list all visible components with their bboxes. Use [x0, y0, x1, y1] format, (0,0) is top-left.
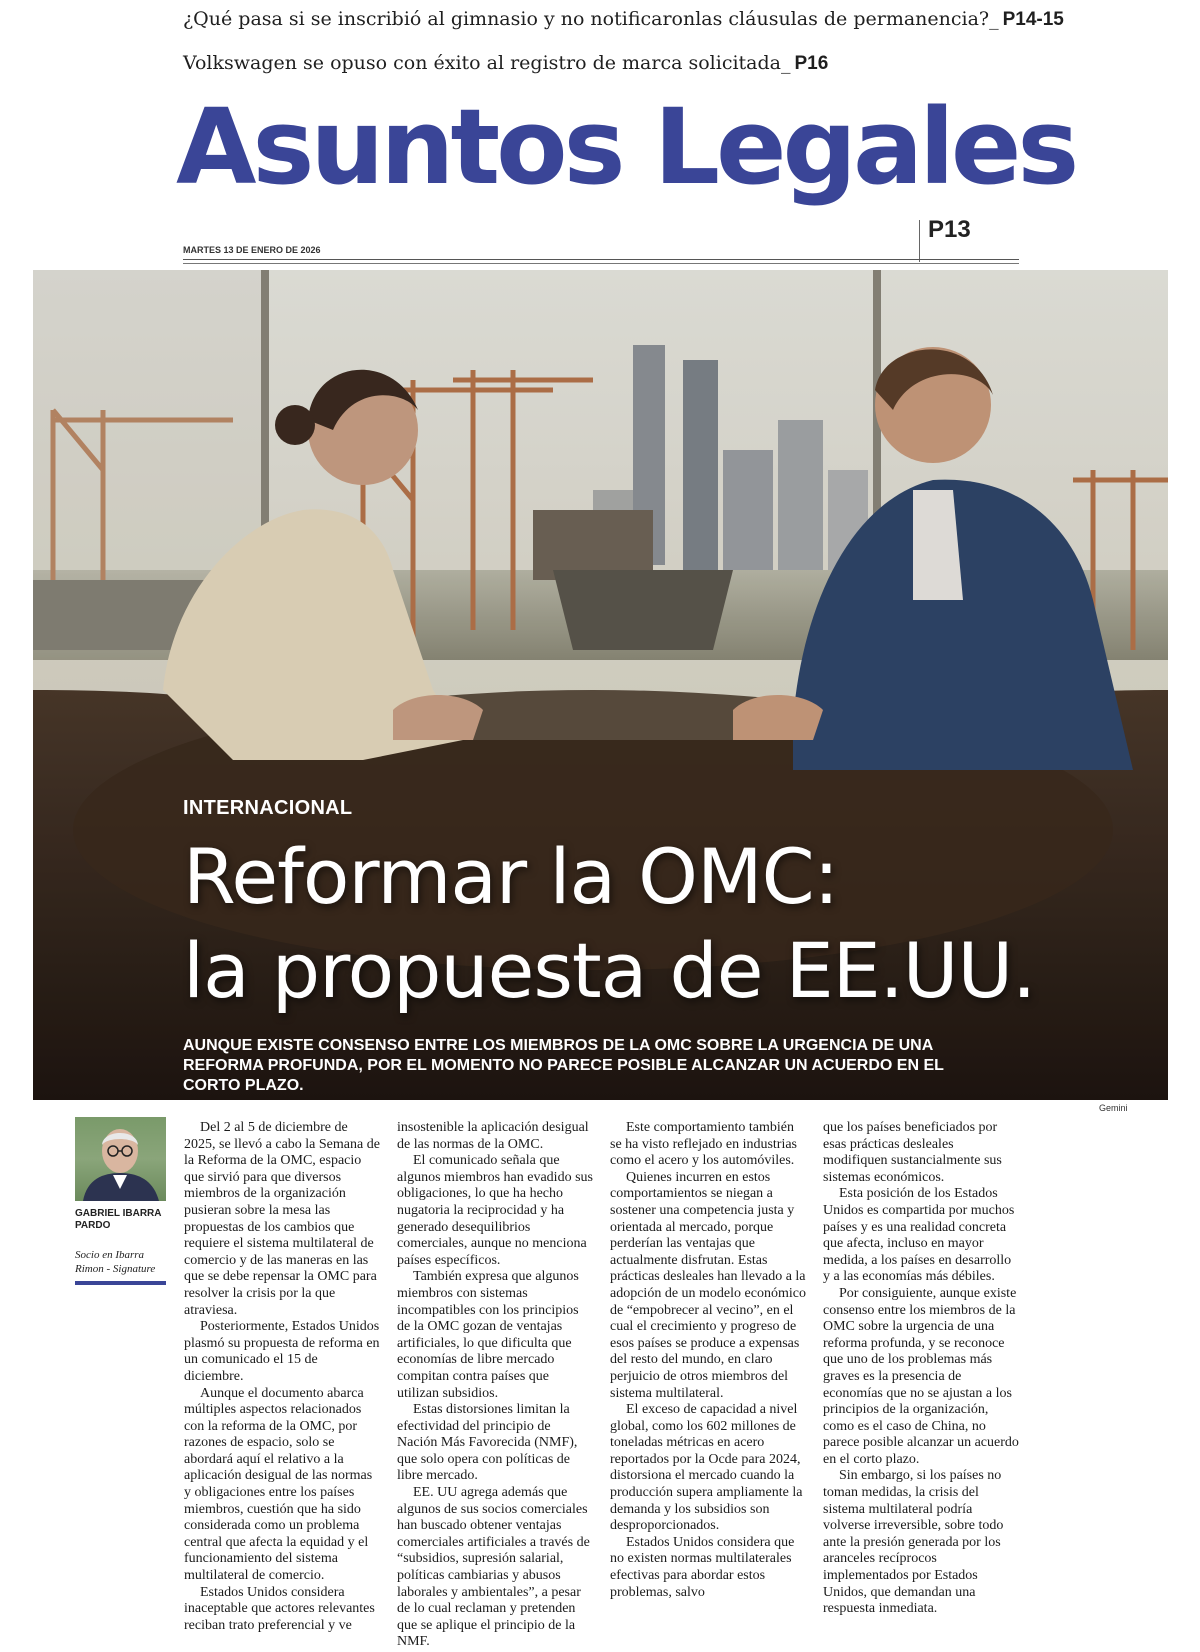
page-number: P13	[928, 216, 971, 243]
teaser-page: P14-15	[1002, 9, 1064, 30]
teaser-volkswagen[interactable]	[183, 52, 828, 75]
paragraph: Esta posición de los Estados Unidos es compartida por muchos países y es una realidad concreta que afecta, incluso en mayor medida, a los países en desarrollo y a las economías más débiles.	[823, 1186, 1015, 1285]
author-portrait-icon	[75, 1117, 166, 1201]
paragraph: insostenible la aplicación desigual de las normas de la OMC.	[397, 1120, 589, 1152]
masthead-rule	[183, 259, 1019, 260]
deck: AUNQUE EXISTE CONSENSO ENTRE LOS MIEMBROS DE LA OMC SOBRE LA URGENCIA DE UNA REFORMA PROFUNDA, POR EL MOMENTO NO PARECE POSIBLE ALCANZAR UN ACUERDO EN EL CORTO PLAZO.	[183, 1037, 944, 1094]
paragraph: Quienes incurren en estos comportamientos se niegan a sostener una competencia justa y orientada al mercado, porque perderían las ventajas que actualmente disfrutan. Estas prácticas desleales han llevado a la adopción de un modelo económico de “empobrecer al vecino”, en el cual el crecimiento y progreso de esos países se produce a expensas del resto del mundo, en claro perjuicio de otros miembros del sistema multilateral.	[610, 1169, 806, 1401]
paragraph: El comunicado señala que algunos miembros han evadido sus obligaciones, lo que ha hecho nugatoria la reciprocidad y ha generado desequilibrios comerciales, aunque no menciona países específicos.	[397, 1153, 593, 1268]
paragraph: Este comportamiento también se ha visto reflejado en industrias como el acero y los automóviles.	[610, 1120, 798, 1169]
teaser-text: ¿Qué pasa si se inscribió al gimnasio y no notificaronlas cláusulas de permanencia?_	[183, 8, 999, 30]
teaser-page: P16	[794, 53, 829, 74]
headline	[183, 830, 1035, 1018]
paragraph: EE. UU agrega además que algunos de sus socios comerciales han buscado obtener ventajas comerciales artificiales a través de “subsidios, supresión salarial, políticas cambiarias y abusos laborales y ambientales”, a pesar de lo cual reclaman y pretenden que se aplique el principio de la NMF.	[397, 1485, 590, 1650]
paragraph: Del 2 al 5 de diciembre de 2025, se llevó a cabo la Semana de la Reforma de la OMC, espacio que sirvió para que diversos miembros de la organización pusieran sobre la mesa las propuestas de los cambios que requiere el sistema multilateral de comercio y de las maneras en las que se debe repensar la OMC para resolver la crisis por la que atraviesa.	[184, 1120, 380, 1318]
paragraph: También expresa que algunos miembros con sistemas incompatibles con los principios de la OMC gozan de ventajas artificiales, lo que dificulta que economías de libre mercado compitan contra países que utilizan subsidios.	[397, 1269, 579, 1401]
paragraph: Aunque el documento abarca múltiples aspectos relacionados con la reforma de la OMC, por razones de espacio, solo se abordará aquí el relativo a la aplicación desigual de las normas y obligaciones entre los países miembros, cuestión que ha sido considerada como un problema central que afecta la equidad y el funcionamiento del sistema multilateral de comercio.	[184, 1385, 373, 1584]
article-column-3	[610, 1120, 806, 1601]
paragraph: Posteriormente, Estados Unidos plasmó su propuesta de reforma en un comunicado el 15 de diciembre.	[184, 1319, 380, 1384]
paragraph: Estados Unidos considera inaceptable que actores relevantes reciban trato preferencial y ve	[184, 1584, 375, 1633]
teaser-text: Volkswagen se opuso con éxito al registro de marca solicitada_	[183, 52, 791, 74]
article-column-2	[397, 1120, 593, 1651]
paragraph: Estados Unidos considera que no existen normas multilaterales efectivas para abordar estos problemas, salvo	[610, 1534, 795, 1600]
paragraph: que los países beneficiados por esas prácticas desleales modifiquen sustancialmente sus sistemas económicos.	[823, 1120, 1002, 1185]
article-column-1	[184, 1120, 380, 1634]
issue-date: MARTES 13 DE ENERO DE 2026	[183, 245, 321, 255]
paragraph: Sin embargo, si los países no toman medidas, la crisis del sistema multilateral podría volverse irreversible, sobre todo ante la presión generada por los aranceles recíprocos implementados por Estados Unidos, que demandan una respuesta inmediata.	[823, 1468, 1004, 1617]
masthead-divider	[919, 220, 920, 262]
paragraph: Por consiguiente, aunque existe consenso entre los miembros de la OMC sobre la urgencia de una reforma profunda, y se reconoce que uno de los problemas más graves es la presencia de economías que no se ajustan a los principios de la organización, como es el caso de China, no parece posible alcanzar un acuerdo en el corto plazo.	[823, 1285, 1019, 1467]
author-avatar	[75, 1117, 166, 1201]
article-column-4	[823, 1120, 1019, 1618]
masthead-title: Asuntos Legales	[176, 86, 1076, 208]
teaser-gym[interactable]	[183, 8, 1064, 31]
paragraph: Estas distorsiones limitan la efectividad del principio de Nación Más Favorecida (NMF), que solo opera con políticas de libre mercado.	[397, 1402, 578, 1484]
section-kicker: INTERNACIONAL	[183, 797, 353, 819]
hero-photo	[33, 270, 1168, 1100]
author-bar	[75, 1281, 166, 1285]
photo-credit: Gemini	[1099, 1103, 1128, 1113]
paragraph: El exceso de capacidad a nivel global, como los 602 millones de toneladas métricas en acero reportados por la Ocde para 2024, distorsiona el mercado cuando la producción supera ampliamente la demanda y los subsidios son desproporcionados.	[610, 1402, 803, 1534]
headline-line: la propuesta de EE.UU.	[183, 926, 1036, 1015]
headline-line: Reformar la OMC:	[183, 832, 839, 921]
author-role: Socio en Ibarra Rimon - Signature	[75, 1249, 156, 1275]
author-name: GABRIEL IBARRA PARDO	[75, 1208, 162, 1231]
masthead-rule	[183, 263, 1019, 264]
